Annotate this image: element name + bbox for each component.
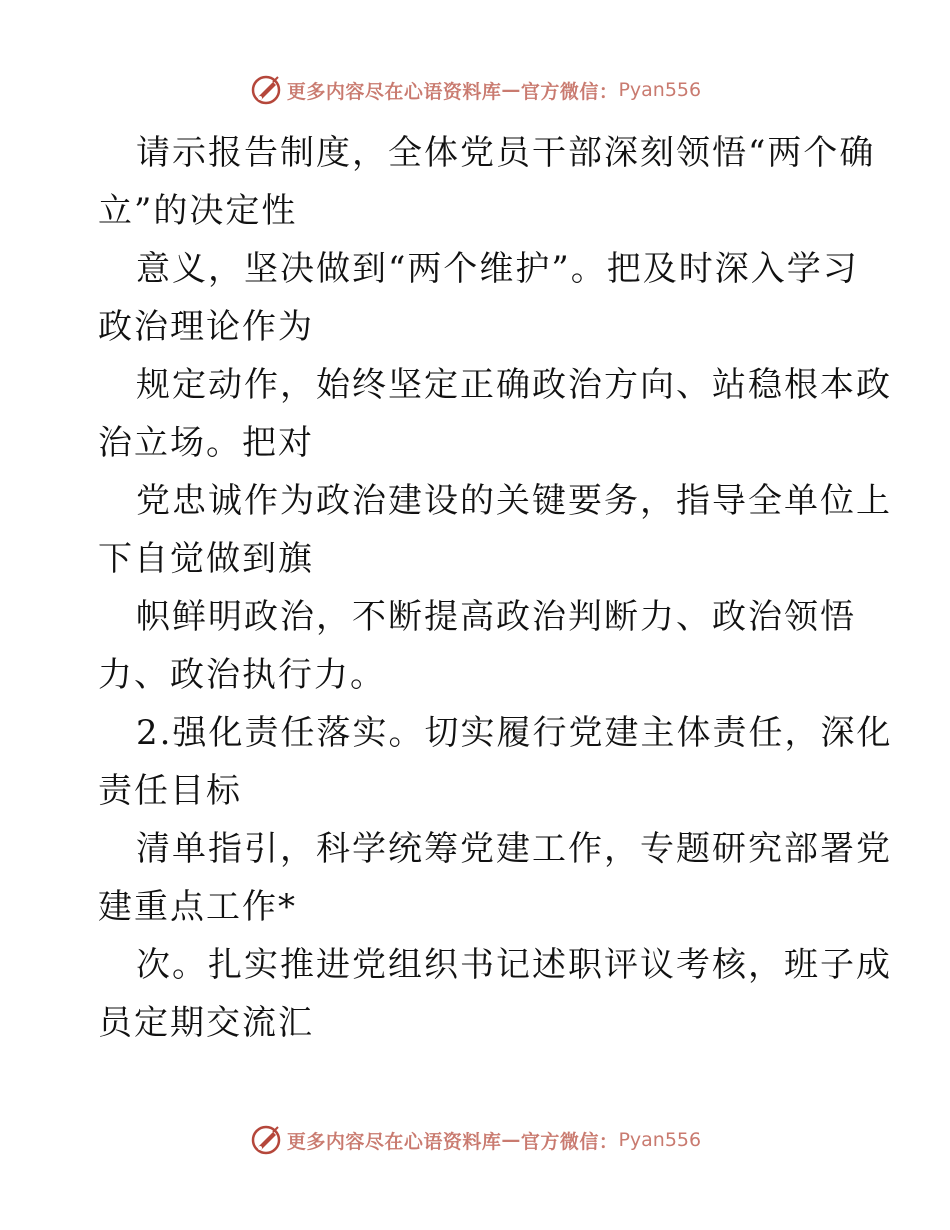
body-line: 责任目标 [98, 771, 242, 811]
body-line: 规定动作，始终坚定正确政治方向、站稳根本政 [136, 365, 892, 405]
body-line: 建重点工作* [98, 887, 297, 927]
body-line: 清单指引，科学统筹党建工作，专题研究部署党 [136, 829, 892, 869]
body-line: 党忠诚作为政治建设的关键要务，指导全单位上 [136, 481, 892, 521]
body-line: 帜鲜明政治，不断提高政治判断力、政治领悟 [136, 597, 856, 637]
body-line: 政治理论作为 [98, 307, 314, 347]
watermark-wechat-id: Pyan556 [618, 79, 702, 101]
watermark-content [249, 1123, 701, 1157]
watermark-site-text: 更多内容尽在心语资料库 [286, 1130, 502, 1153]
watermark-site-text: 更多内容尽在心语资料库 [286, 80, 502, 103]
watermark-banner-bottom [0, 1120, 950, 1160]
watermark-dash: — [501, 79, 521, 101]
body-line: 2.强化责任落实。切实履行党建主体责任，深化 [136, 713, 893, 753]
body-line: 次。扎实推进党组织书记述职评议考核，班子成 [136, 945, 892, 985]
quill-pen-icon [249, 73, 283, 107]
body-line: 治立场。把对 [98, 423, 314, 463]
watermark-dash: — [501, 1129, 521, 1151]
watermark-banner-top [0, 70, 950, 110]
watermark-wechat-label: 官方微信： [520, 1130, 619, 1153]
watermark-content [249, 73, 701, 107]
body-line: 意义，坚决做到“两个维护”。把及时深入学习 [136, 249, 859, 289]
body-line: 下自觉做到旗 [98, 539, 314, 579]
quill-pen-icon [249, 1123, 283, 1157]
body-line: 请示报告制度，全体党员干部深刻领悟“两个确 [136, 133, 876, 173]
watermark-wechat-label: 官方微信： [520, 80, 619, 103]
body-line: 力、政治执行力。 [98, 655, 386, 695]
body-line: 立”的决定性 [98, 191, 298, 231]
body-line: 员定期交流汇 [98, 1003, 314, 1043]
watermark-wechat-id: Pyan556 [618, 1129, 702, 1151]
document-body [98, 124, 893, 1052]
